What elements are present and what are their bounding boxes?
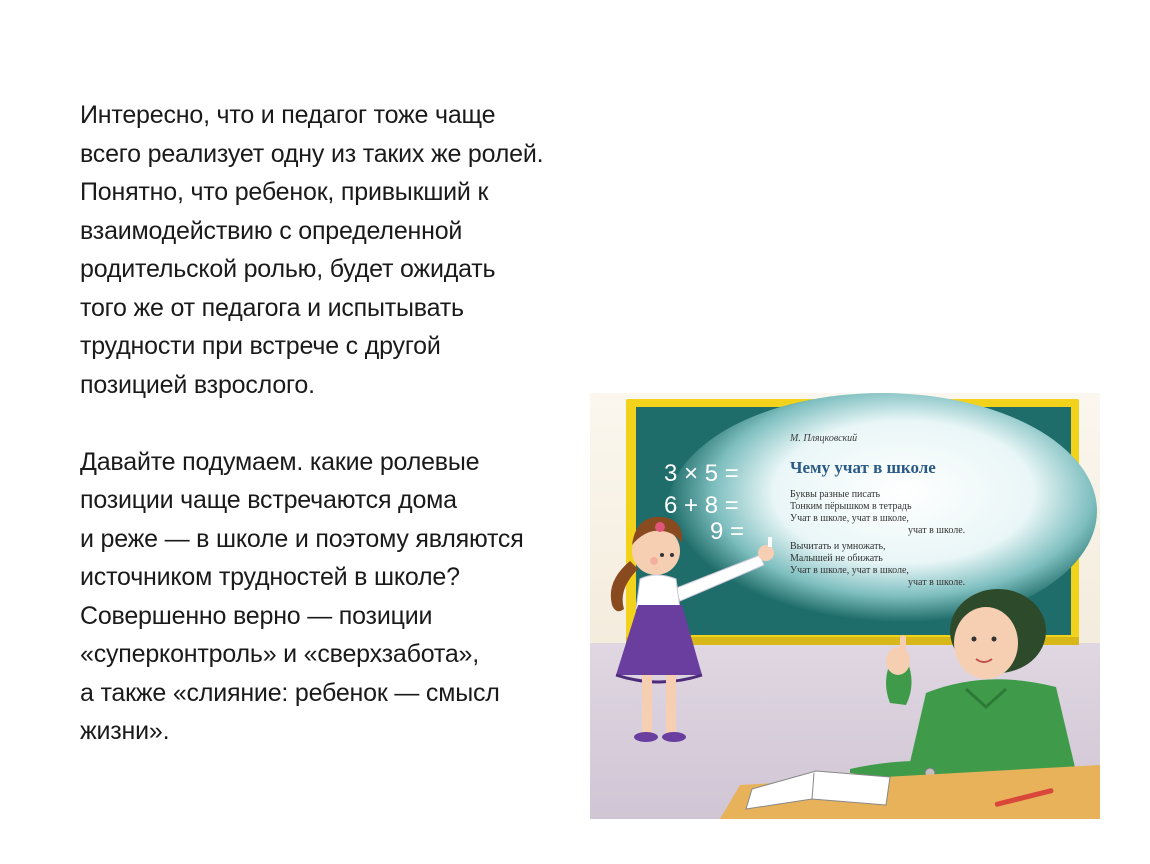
text-line: того же от педагога и испытывать [80,293,464,322]
poem-line: Малышей не обижать [790,553,883,564]
text-line: а также «слияние: ребенок — смысл [80,678,500,707]
girl-blouse [636,575,680,609]
poem-author: М. Пляцковский [790,433,858,444]
poem-title: Чему учат в школе [790,458,936,477]
paragraph-gap [80,404,620,443]
teacher-finger [900,635,906,655]
text-line: и реже — в школе и поэтому являются [80,524,524,553]
girl-cheek [650,557,658,565]
text-line: позиции чаще встречаются дома [80,486,457,514]
math-line: 6 + 8 = [664,492,739,519]
girl-shoe [662,732,686,742]
text-line: жизни». [80,717,170,745]
poem-line: Тонким пёрышком в тетрадь [790,501,912,512]
text-line: родительской ролью, будет ожидать [80,255,496,283]
poem-line: учат в школе. [908,525,966,536]
girl-shoe [634,732,658,742]
teacher-head [954,607,1018,679]
math-line: 3 × 5 = [664,460,739,487]
girl-eye [660,553,664,557]
poem-line: учат в школе. [908,577,966,588]
text-line: трудности при встрече с другой [80,332,441,360]
poem-line: Учат в школе, учат в школе, [790,565,909,576]
chalk-piece [768,537,772,547]
text-line: Совершенно верно — позиции [80,601,433,630]
girl-hair-bow [655,522,665,532]
text-line: всего реализует одну из таких же ролей. [80,139,544,168]
poem-line: Учат в школе, учат в школе, [790,513,909,524]
text-line: взаимодействию с определенной [80,216,463,245]
text-line: Интересно, что и педагог тоже чаще [80,101,496,129]
poem-line: Вычитать и умножать, [790,541,886,552]
text-line: Понятно, что ребенок, привыкший к [80,178,489,206]
girl-leg [666,675,676,735]
text-line: позицией взрослого. [80,370,315,399]
girl-leg [642,675,652,735]
text-line: источником трудностей в школе? [80,563,460,591]
text-line: «суперконтроль» и «сверхзабота», [80,640,479,668]
math-line: 9 = [710,518,745,545]
classroom-illustration [590,393,1100,819]
slide-text-body [80,96,620,751]
girl-eye [670,553,674,557]
teacher-eye [972,637,977,642]
girl-hand [758,545,774,561]
classroom-scene-svg [590,393,1100,819]
teacher-eye [992,637,997,642]
teacher-hand [886,647,910,675]
poem-line: Буквы разные писать [790,489,881,500]
text-line: Давайте подумаем. какие ролевые [80,447,480,476]
